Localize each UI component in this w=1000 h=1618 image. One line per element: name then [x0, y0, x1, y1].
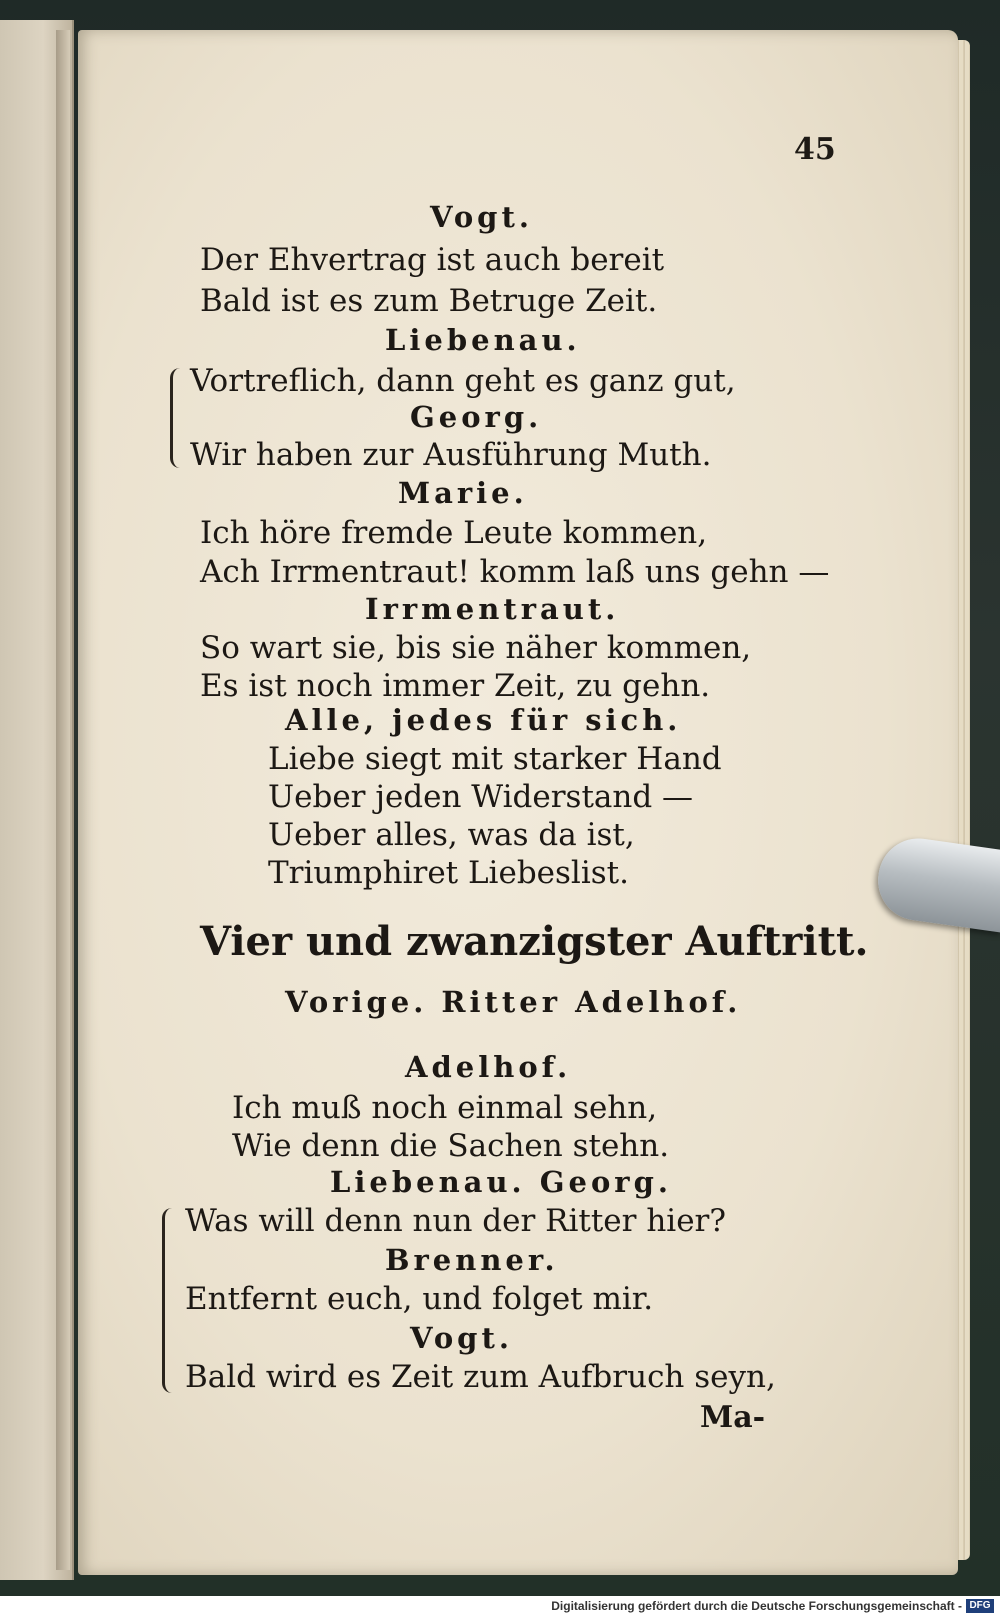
- verse-line: So wart sie, bis sie näher kommen,: [200, 630, 752, 666]
- speaker-label: Brenner.: [385, 1243, 559, 1277]
- catchword: Ma-: [700, 1400, 766, 1435]
- verse-line: Wie denn die Sachen stehn.: [232, 1128, 670, 1164]
- footer-credit: Digitalisierung gefördert durch die Deutsche Forschungsgemeinschaft -: [551, 1599, 962, 1613]
- verse-line: Triumphiret Liebeslist.: [268, 855, 629, 891]
- verse-line: Liebe siegt mit starker Hand: [268, 741, 722, 777]
- verse-line: Ich muß noch einmal sehn,: [232, 1090, 658, 1126]
- page-number: 45: [794, 132, 836, 167]
- speaker-label: Vogt.: [410, 1321, 513, 1355]
- dfg-logo: DFG: [966, 1599, 994, 1613]
- speaker-label: Vogt.: [430, 200, 533, 234]
- verse-line: Ich höre fremde Leute kommen,: [200, 515, 708, 551]
- speaker-label: Irrmentraut.: [365, 592, 620, 626]
- verse-line: Entfernt euch, und folget mir.: [185, 1281, 654, 1317]
- verse-line: Ueber jeden Widerstand —: [268, 779, 694, 815]
- scene-heading: Vier und zwanzigster Auftritt.: [200, 918, 869, 965]
- verse-line: Es ist noch immer Zeit, zu gehn.: [200, 668, 711, 704]
- stage-direction: Vorige. Ritter Adelhof.: [285, 985, 742, 1019]
- speaker-label: Adelhof.: [405, 1050, 572, 1084]
- speaker-label: Georg.: [410, 400, 543, 434]
- verse-line: Was will denn nun der Ritter hier?: [185, 1203, 726, 1239]
- left-brace: [162, 1208, 179, 1393]
- verse-line: Ach Irrmentraut! komm laß uns gehn —: [200, 554, 830, 590]
- speaker-label: Marie.: [398, 476, 528, 510]
- verse-line: Ueber alles, was da ist,: [268, 817, 635, 853]
- verse-line: Bald ist es zum Betruge Zeit.: [200, 283, 658, 319]
- speaker-label: Liebenau. Georg.: [330, 1165, 672, 1199]
- verse-line: Der Ehvertrag ist auch bereit: [200, 242, 665, 278]
- verse-line: Bald wird es Zeit zum Aufbruch seyn,: [185, 1359, 776, 1395]
- verse-line: Vortreflich, dann geht es ganz gut,: [190, 363, 736, 399]
- speaker-label: Liebenau.: [385, 323, 581, 357]
- verse-line: Wir haben zur Ausführung Muth.: [190, 437, 712, 473]
- speaker-label: Alle, jedes für sich.: [285, 703, 682, 737]
- left-page-edge: [56, 30, 70, 1570]
- left-brace: [170, 368, 187, 468]
